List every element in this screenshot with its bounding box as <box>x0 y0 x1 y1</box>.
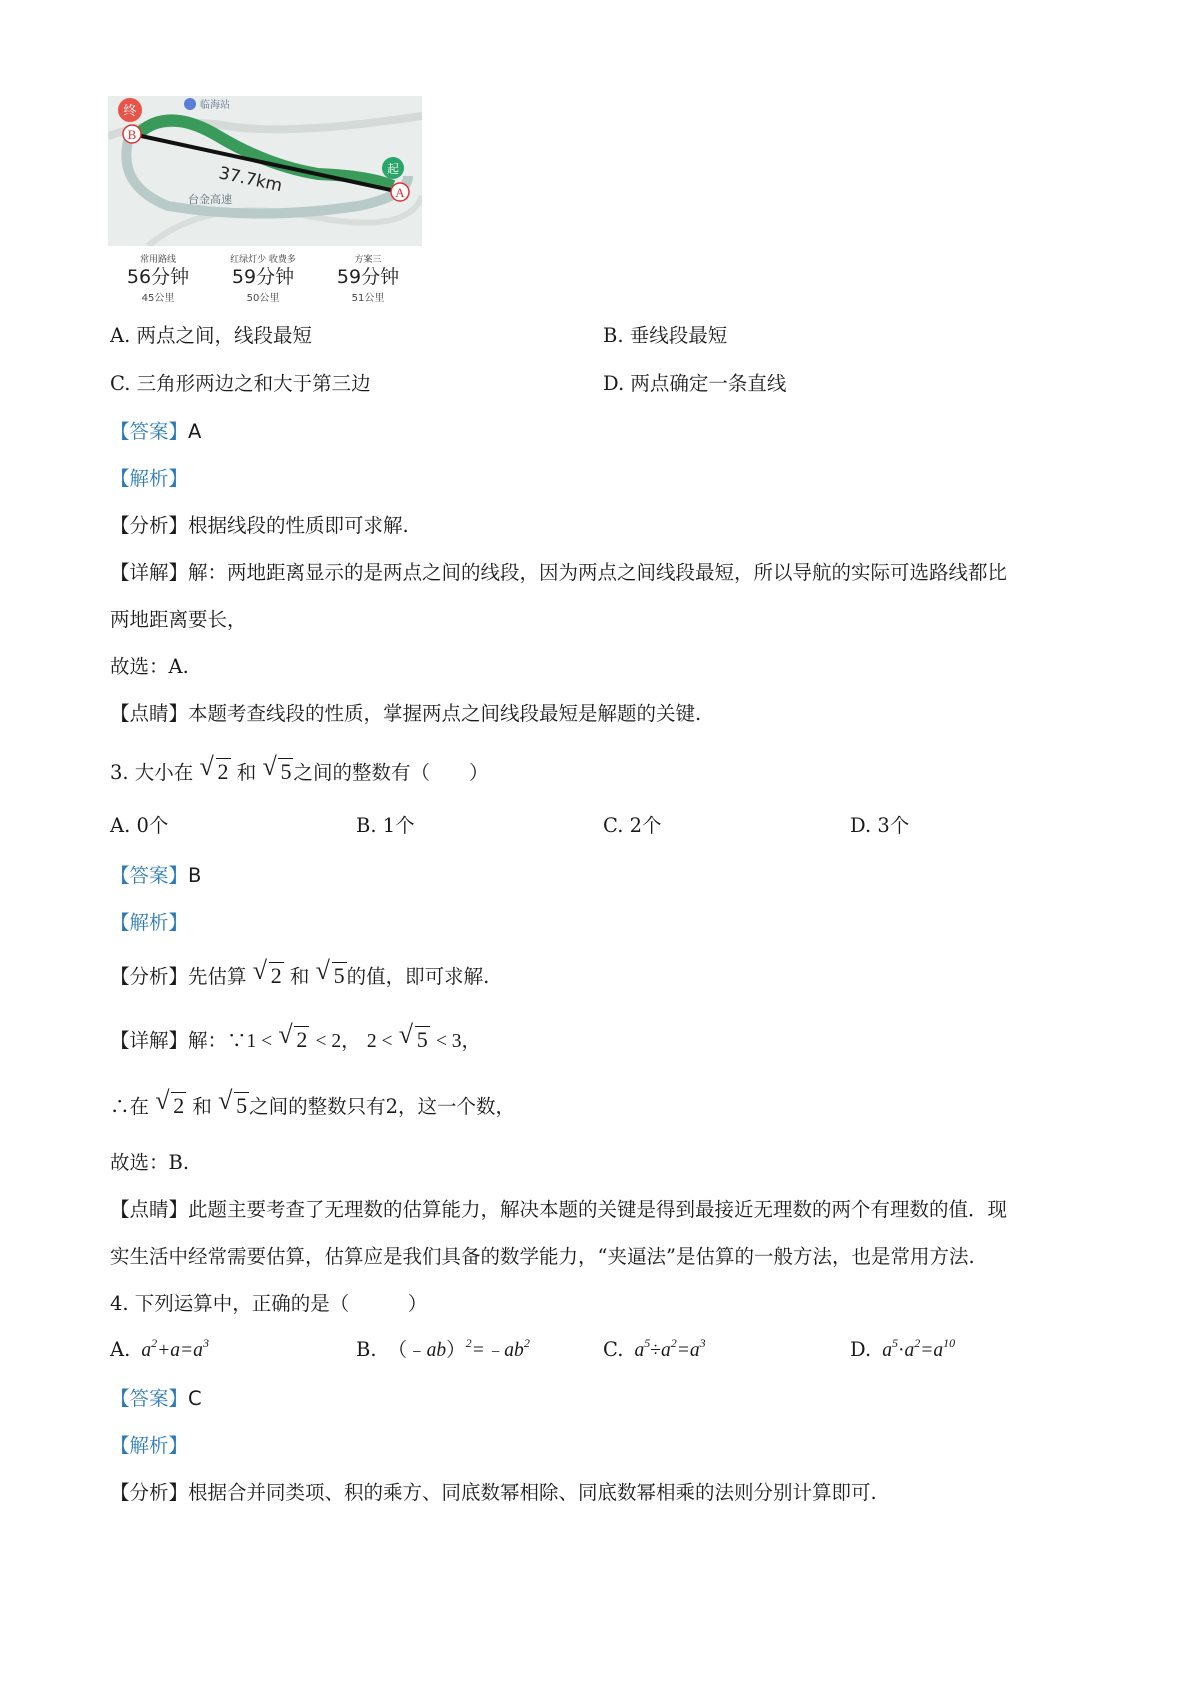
point-b-label: B <box>127 127 137 142</box>
end-marker-label: 终 <box>123 104 137 119</box>
start-marker-label: 起 <box>386 162 400 176</box>
q3-comment-line2: 实生活中经常需要估算，估算应是我们具备的数学能力，“夹逼法”是估算的一般方法，也是常用方法. <box>110 1245 975 1268</box>
route-stats <box>108 252 422 308</box>
q2-option-c: C. 三角形两边之和大于第三边 <box>110 372 371 395</box>
q2-analysis: 【分析】根据线段的性质即可求解. <box>110 514 409 537</box>
option-letter: D. <box>850 1338 872 1361</box>
route-distance: 45公里 <box>141 293 175 304</box>
q4-d-expression: $a^5\cdot a^2=a^{10}$ <box>877 1336 956 1361</box>
q3-analysis-post: 的值，即可求解. <box>346 965 490 988</box>
q3-comment-line1: 【点睛】此题主要考查了无理数的估算能力，解决本题的关键是得到最接近无理数的两个有理数的值．现 <box>110 1198 1008 1221</box>
sqrt-2: √ 2 <box>252 956 282 988</box>
q3-concl-pre: ∴在 <box>110 1095 150 1118</box>
q3-concl-post: 之间的整数只有2，这一个数， <box>249 1095 516 1118</box>
radicand: 2 <box>217 759 229 784</box>
q4-jiexi-tag: 【解析】 <box>110 1434 189 1457</box>
q4-option-b <box>356 1336 530 1365</box>
road-label: 台金高速 <box>188 193 232 206</box>
q2-option-a: A. 两点之间，线段最短 <box>110 324 312 347</box>
point-a-label: A <box>395 185 405 200</box>
q2-choose: 故选：A. <box>110 655 189 678</box>
q3-option-d: D. 3个 <box>850 814 910 837</box>
q3-stem <box>110 752 489 787</box>
q2-answer <box>110 418 201 446</box>
q3-analysis <box>110 956 490 991</box>
route-distance: 50公里 <box>246 293 280 304</box>
q3-conclusion <box>110 1086 516 1121</box>
radicand: 2 <box>270 963 282 988</box>
q4-option-c <box>603 1336 706 1365</box>
answer-value: A <box>188 420 202 443</box>
route-option-1[interactable] <box>108 252 208 304</box>
radicand: 5 <box>236 1093 248 1118</box>
ineq-left: 2 < <box>366 1031 393 1052</box>
answer-value: C <box>188 1387 202 1410</box>
sqrt-2: √ 2 <box>155 1086 185 1118</box>
map-graphic <box>108 96 422 246</box>
q2-detail-line2: 两地距离要长， <box>110 608 247 631</box>
ineq-left: 1 < <box>246 1031 273 1052</box>
q2-comment: 【点睛】本题考查线段的性质，掌握两点之间线段最短是解题的关键. <box>110 702 702 725</box>
radicand: 2 <box>296 1027 308 1052</box>
q4-a-expression: $a^2+a=a^3$ <box>136 1336 209 1361</box>
answer-tag: 【答案】 <box>110 1387 189 1410</box>
radicand: 5 <box>280 759 292 784</box>
route-option-3[interactable] <box>318 252 418 304</box>
q2-jiexi-tag: 【解析】 <box>110 467 189 490</box>
route-map-image <box>108 96 422 246</box>
q3-option-a: A. 0个 <box>110 814 169 837</box>
q2-option-d: D. 两点确定一条直线 <box>603 372 787 395</box>
sqrt-5: √ 5 <box>262 752 292 784</box>
sqrt-5: √ 5 <box>398 1020 428 1052</box>
q3-answer <box>110 862 201 890</box>
q4-option-d <box>850 1336 955 1365</box>
option-letter: A. <box>110 1338 131 1361</box>
q3-stem-post: 之间的整数有（ ） <box>293 761 489 784</box>
route-label: 方案三 <box>354 255 382 265</box>
q3-concl-and: 和 <box>192 1095 212 1118</box>
station-icon <box>184 98 196 110</box>
sqrt-2: √ 2 <box>199 752 229 784</box>
radicand: 2 <box>173 1093 185 1118</box>
q3-analysis-pre: 【分析】先估算 <box>110 965 247 988</box>
q3-stem-pre: 3. 大小在 <box>110 761 194 784</box>
q3-option-b: B. 1个 <box>356 814 415 837</box>
q3-analysis-and: 和 <box>289 965 310 988</box>
answer-tag: 【答案】 <box>110 420 189 443</box>
answer-tag: 【答案】 <box>110 864 189 887</box>
option-letter: B. <box>356 1338 377 1361</box>
ineq-right: < 2， <box>315 1031 361 1052</box>
answer-value: B <box>188 864 202 887</box>
q3-choose: 故选：B. <box>110 1151 190 1174</box>
q4-stem: 4. 下列运算中，正确的是（ ） <box>110 1292 428 1315</box>
ineq-right: < 3， <box>435 1031 482 1052</box>
route-option-2[interactable] <box>213 252 313 304</box>
q4-b-expression: $(﹣ab)^2=﹣ab^2$ <box>387 1336 530 1361</box>
sqrt-2: √ 2 <box>278 1020 308 1052</box>
q3-detail-pre: 【详解】解：∵ <box>110 1029 247 1052</box>
q4-analysis: 【分析】根据合并同类项、积的乘方、同底数幂相除、同底数幂相乘的法则分别计算即可. <box>110 1481 877 1504</box>
option-letter: C. <box>603 1338 624 1361</box>
q3-detail <box>110 1020 482 1056</box>
route-time: 59分钟 <box>336 266 400 288</box>
sqrt-5: √ 5 <box>218 1086 248 1118</box>
route-time: 56分钟 <box>126 266 190 288</box>
sqrt-5: √ 5 <box>315 956 345 988</box>
distance-label: 37.7km <box>216 163 284 197</box>
q3-jiexi-tag: 【解析】 <box>110 911 189 934</box>
radicand: 5 <box>416 1027 428 1052</box>
q2-detail-line1: 【详解】解：两地距离显示的是两点之间的线段，因为两点之间线段最短，所以导航的实际可选路线都比 <box>110 561 1008 584</box>
radicand: 5 <box>333 963 345 988</box>
route-label: 常用路线 <box>139 255 176 265</box>
q2-option-b: B. 垂线段最短 <box>603 324 728 347</box>
route-distance: 51公里 <box>351 293 385 304</box>
route-label: 红绿灯少 收费多 <box>230 255 296 265</box>
route-time: 59分钟 <box>231 266 295 288</box>
q4-c-expression: $a^5\div a^2=a^3$ <box>629 1336 706 1361</box>
station-label: 临海站 <box>200 100 230 111</box>
q3-option-c: C. 2个 <box>603 814 662 837</box>
q4-option-a <box>110 1336 209 1365</box>
q4-answer <box>110 1385 202 1413</box>
q3-stem-and: 和 <box>236 761 257 784</box>
